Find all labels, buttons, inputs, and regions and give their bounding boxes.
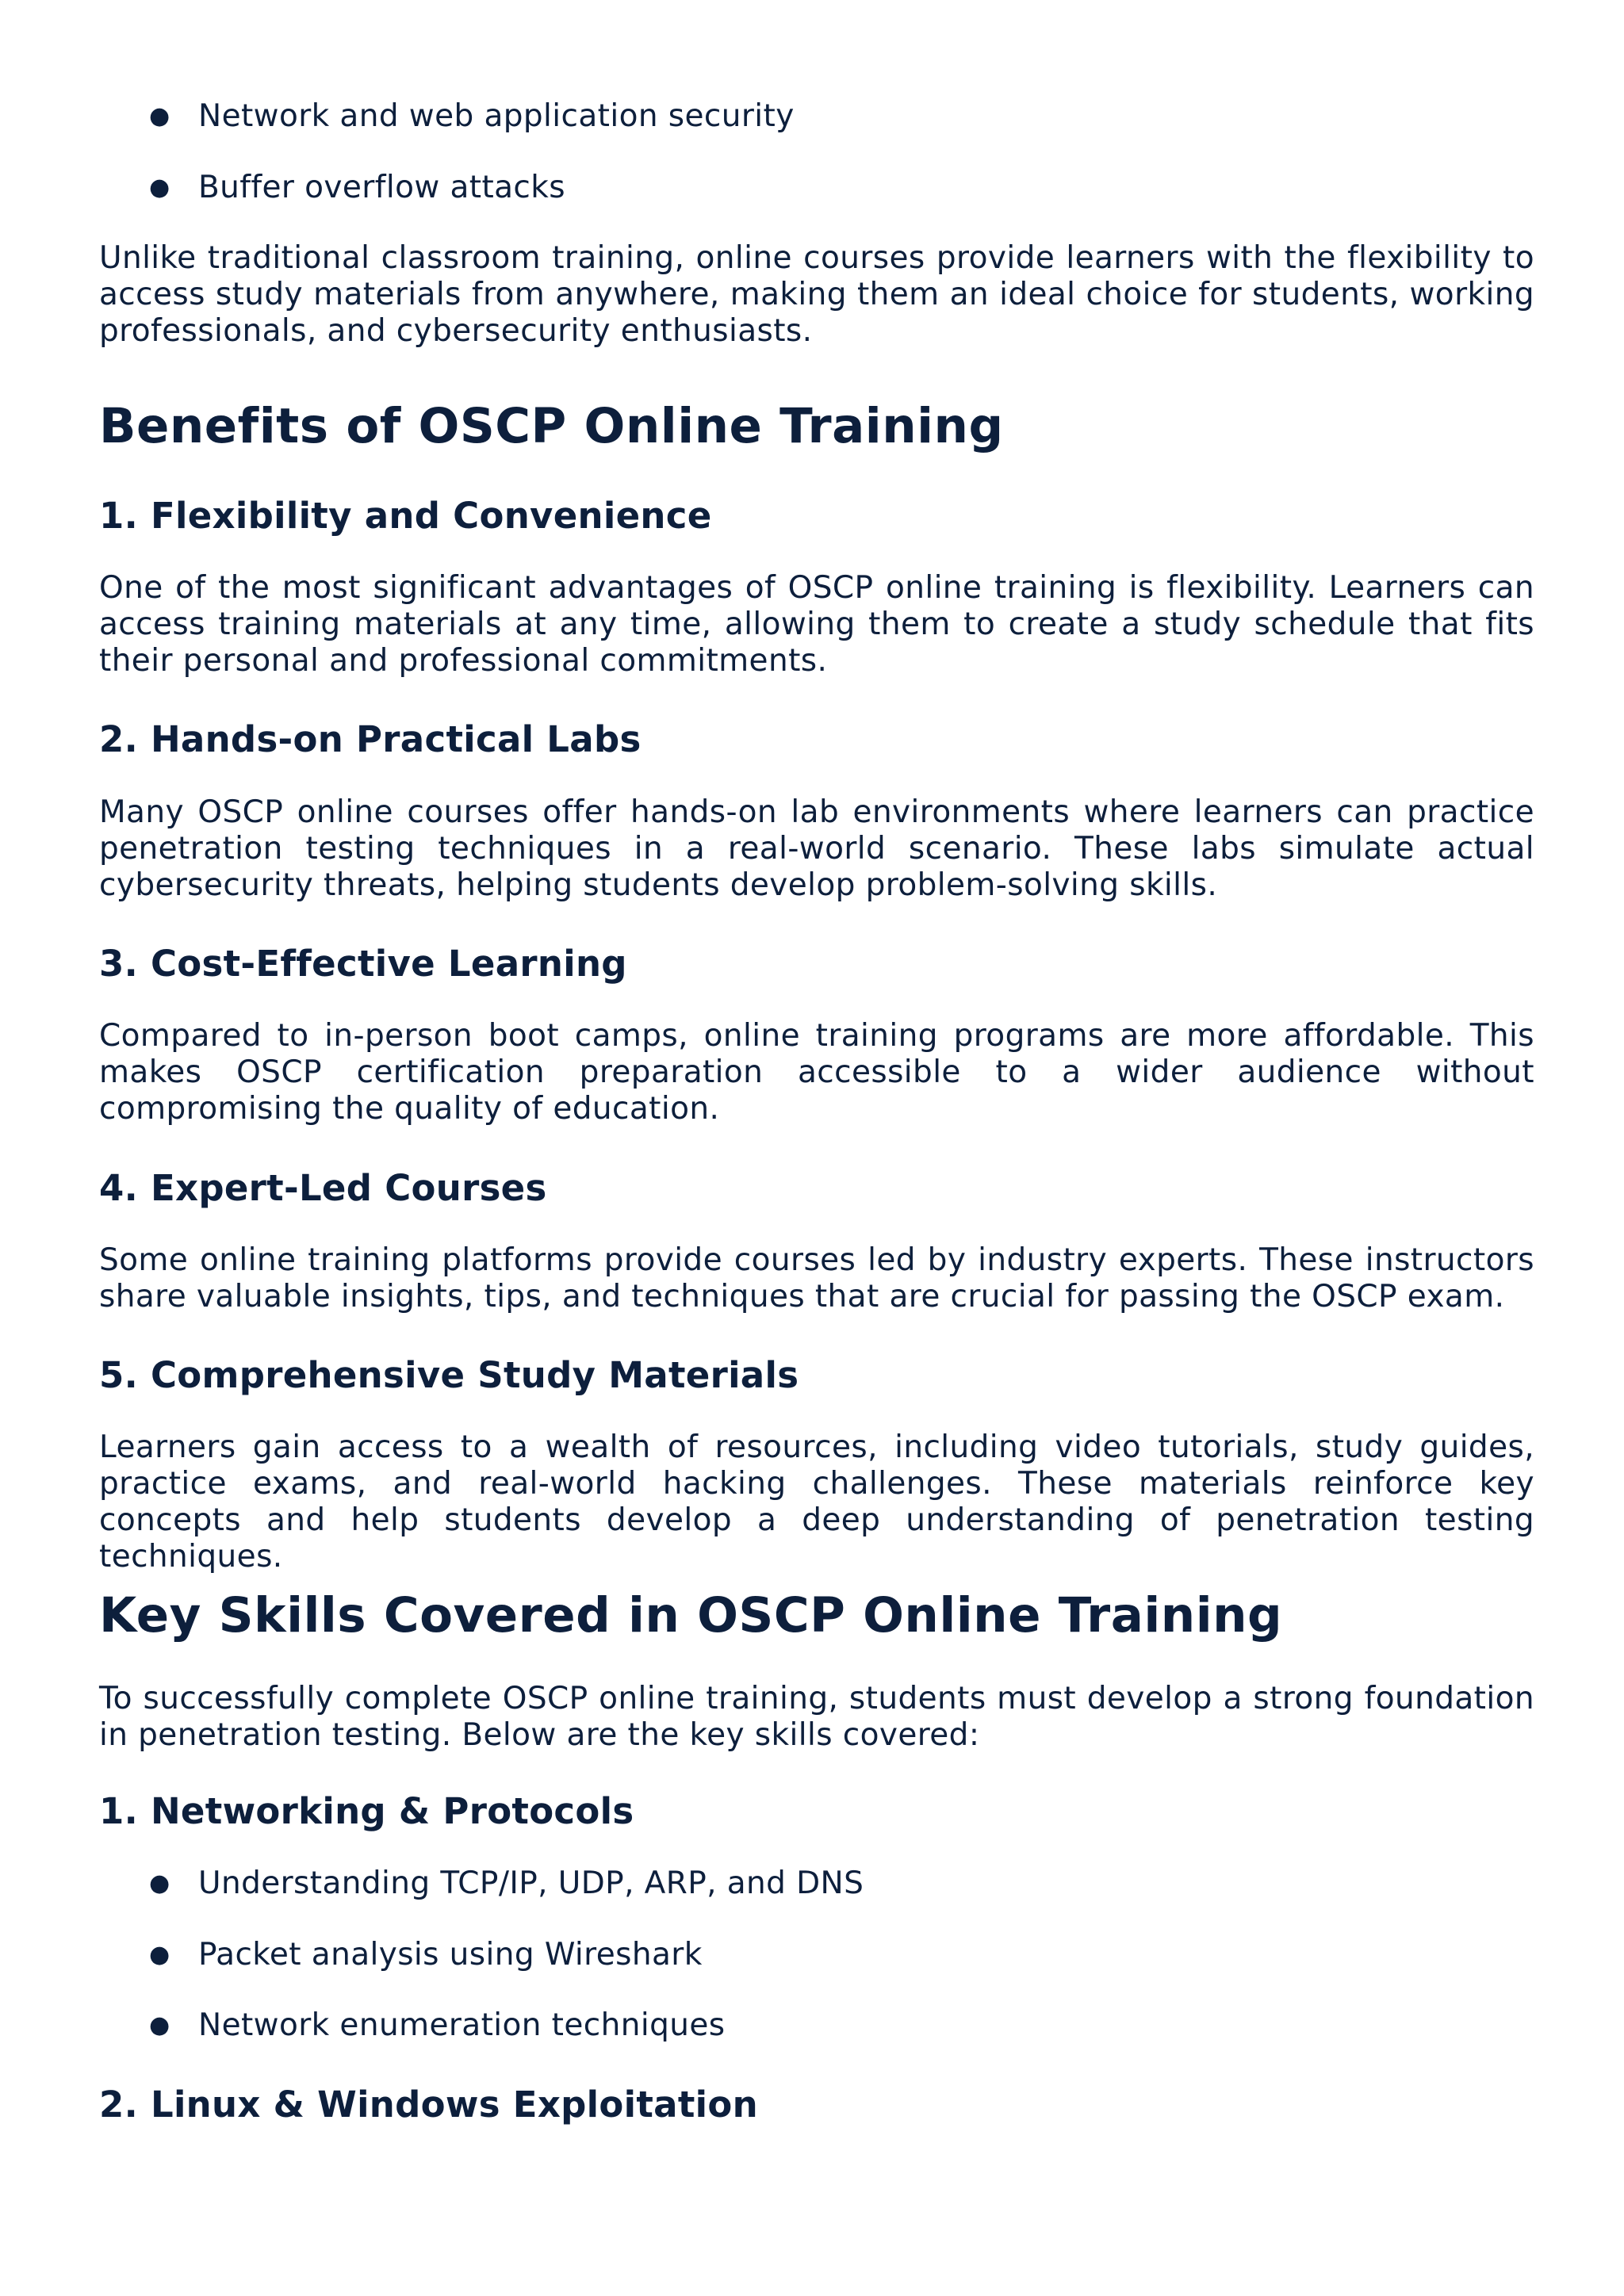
skill-heading-networking: 1. Networking & Protocols bbox=[99, 1790, 634, 1832]
benefit-text-flexibility: One of the most significant advantages of OSCP online training is flexibility. Learners can access training materials at any time, allowing them to create a study schedule that fits their personal and professional commitments. bbox=[99, 570, 1534, 679]
list-item bbox=[99, 2007, 1534, 2044]
benefit-text-labs: Many OSCP online courses offer hands-on lab environments where learners can practice penetration testing techniques in a real-world scenario. These labs simulate actual cybersecurity threats, helping students develop problem-solving skills. bbox=[99, 794, 1534, 903]
benefit-heading-cost: 3. Cost-Effective Learning bbox=[99, 943, 627, 985]
benefit-heading-flexibility: 1. Flexibility and Convenience bbox=[99, 495, 712, 537]
networking-bullet-list bbox=[99, 1866, 1534, 1902]
benefit-text-materials: Learners gain access to a wealth of resources, including video tutorials, study guides, practice exams, and real-world hacking challenges. These materials reinforce key concepts and help students develop a deep understanding of penetration testing techniques. bbox=[99, 1429, 1534, 1575]
benefit-text-cost: Compared to in-person boot camps, online training programs are more affordable. This makes OSCP certification preparation accessible to a wider audience without compromising the quality of education. bbox=[99, 1018, 1534, 1127]
intro-bullet-list-2 bbox=[99, 170, 1534, 206]
bullet-icon: ● bbox=[149, 1869, 170, 1897]
list-item-text: Understanding TCP/IP, UDP, ARP, and DNS bbox=[198, 1866, 864, 1901]
list-item bbox=[99, 1937, 1534, 1973]
bullet-icon: ● bbox=[149, 2011, 170, 2039]
benefit-text-expert: Some online training platforms provide courses led by industry experts. These instructors share valuable insights, tips, and techniques that are crucial for passing the OSCP exam. bbox=[99, 1242, 1534, 1314]
benefit-heading-labs: 2. Hands-on Practical Labs bbox=[99, 718, 642, 760]
intro-paragraph: Unlike traditional classroom training, online courses provide learners with the flexibility to access study materials from anywhere, making them an ideal choice for students, working professionals, and cybersecurity enthusiasts. bbox=[99, 240, 1534, 349]
list-item-text: Packet analysis using Wireshark bbox=[198, 1937, 703, 1973]
list-item-text: Network enumeration techniques bbox=[198, 2007, 726, 2043]
benefit-heading-materials: 5. Comprehensive Study Materials bbox=[99, 1354, 799, 1396]
list-item-text: Buffer overflow attacks bbox=[198, 170, 565, 205]
bullet-icon: ● bbox=[149, 1941, 170, 1969]
skill-heading-exploitation: 2. Linux & Windows Exploitation bbox=[99, 2084, 758, 2126]
skills-section-title: Key Skills Covered in OSCP Online Training bbox=[99, 1587, 1283, 1644]
benefit-heading-expert: 4. Expert-Led Courses bbox=[99, 1167, 547, 1209]
list-item bbox=[99, 98, 1534, 135]
bullet-icon: ● bbox=[149, 174, 170, 201]
bullet-icon: ● bbox=[149, 102, 170, 130]
skills-intro-paragraph: To successfully complete OSCP online training, students must develop a strong foundation in penetration testing. Below are the key skills covered: bbox=[99, 1681, 1534, 1753]
list-item bbox=[99, 170, 1534, 206]
benefits-section-title: Benefits of OSCP Online Training bbox=[99, 398, 1004, 454]
networking-bullet-list-2 bbox=[99, 1937, 1534, 1973]
list-item bbox=[99, 1866, 1534, 1902]
networking-bullet-list-3 bbox=[99, 2007, 1534, 2044]
intro-bullet-list bbox=[99, 98, 1534, 135]
list-item-text: Network and web application security bbox=[198, 98, 795, 134]
